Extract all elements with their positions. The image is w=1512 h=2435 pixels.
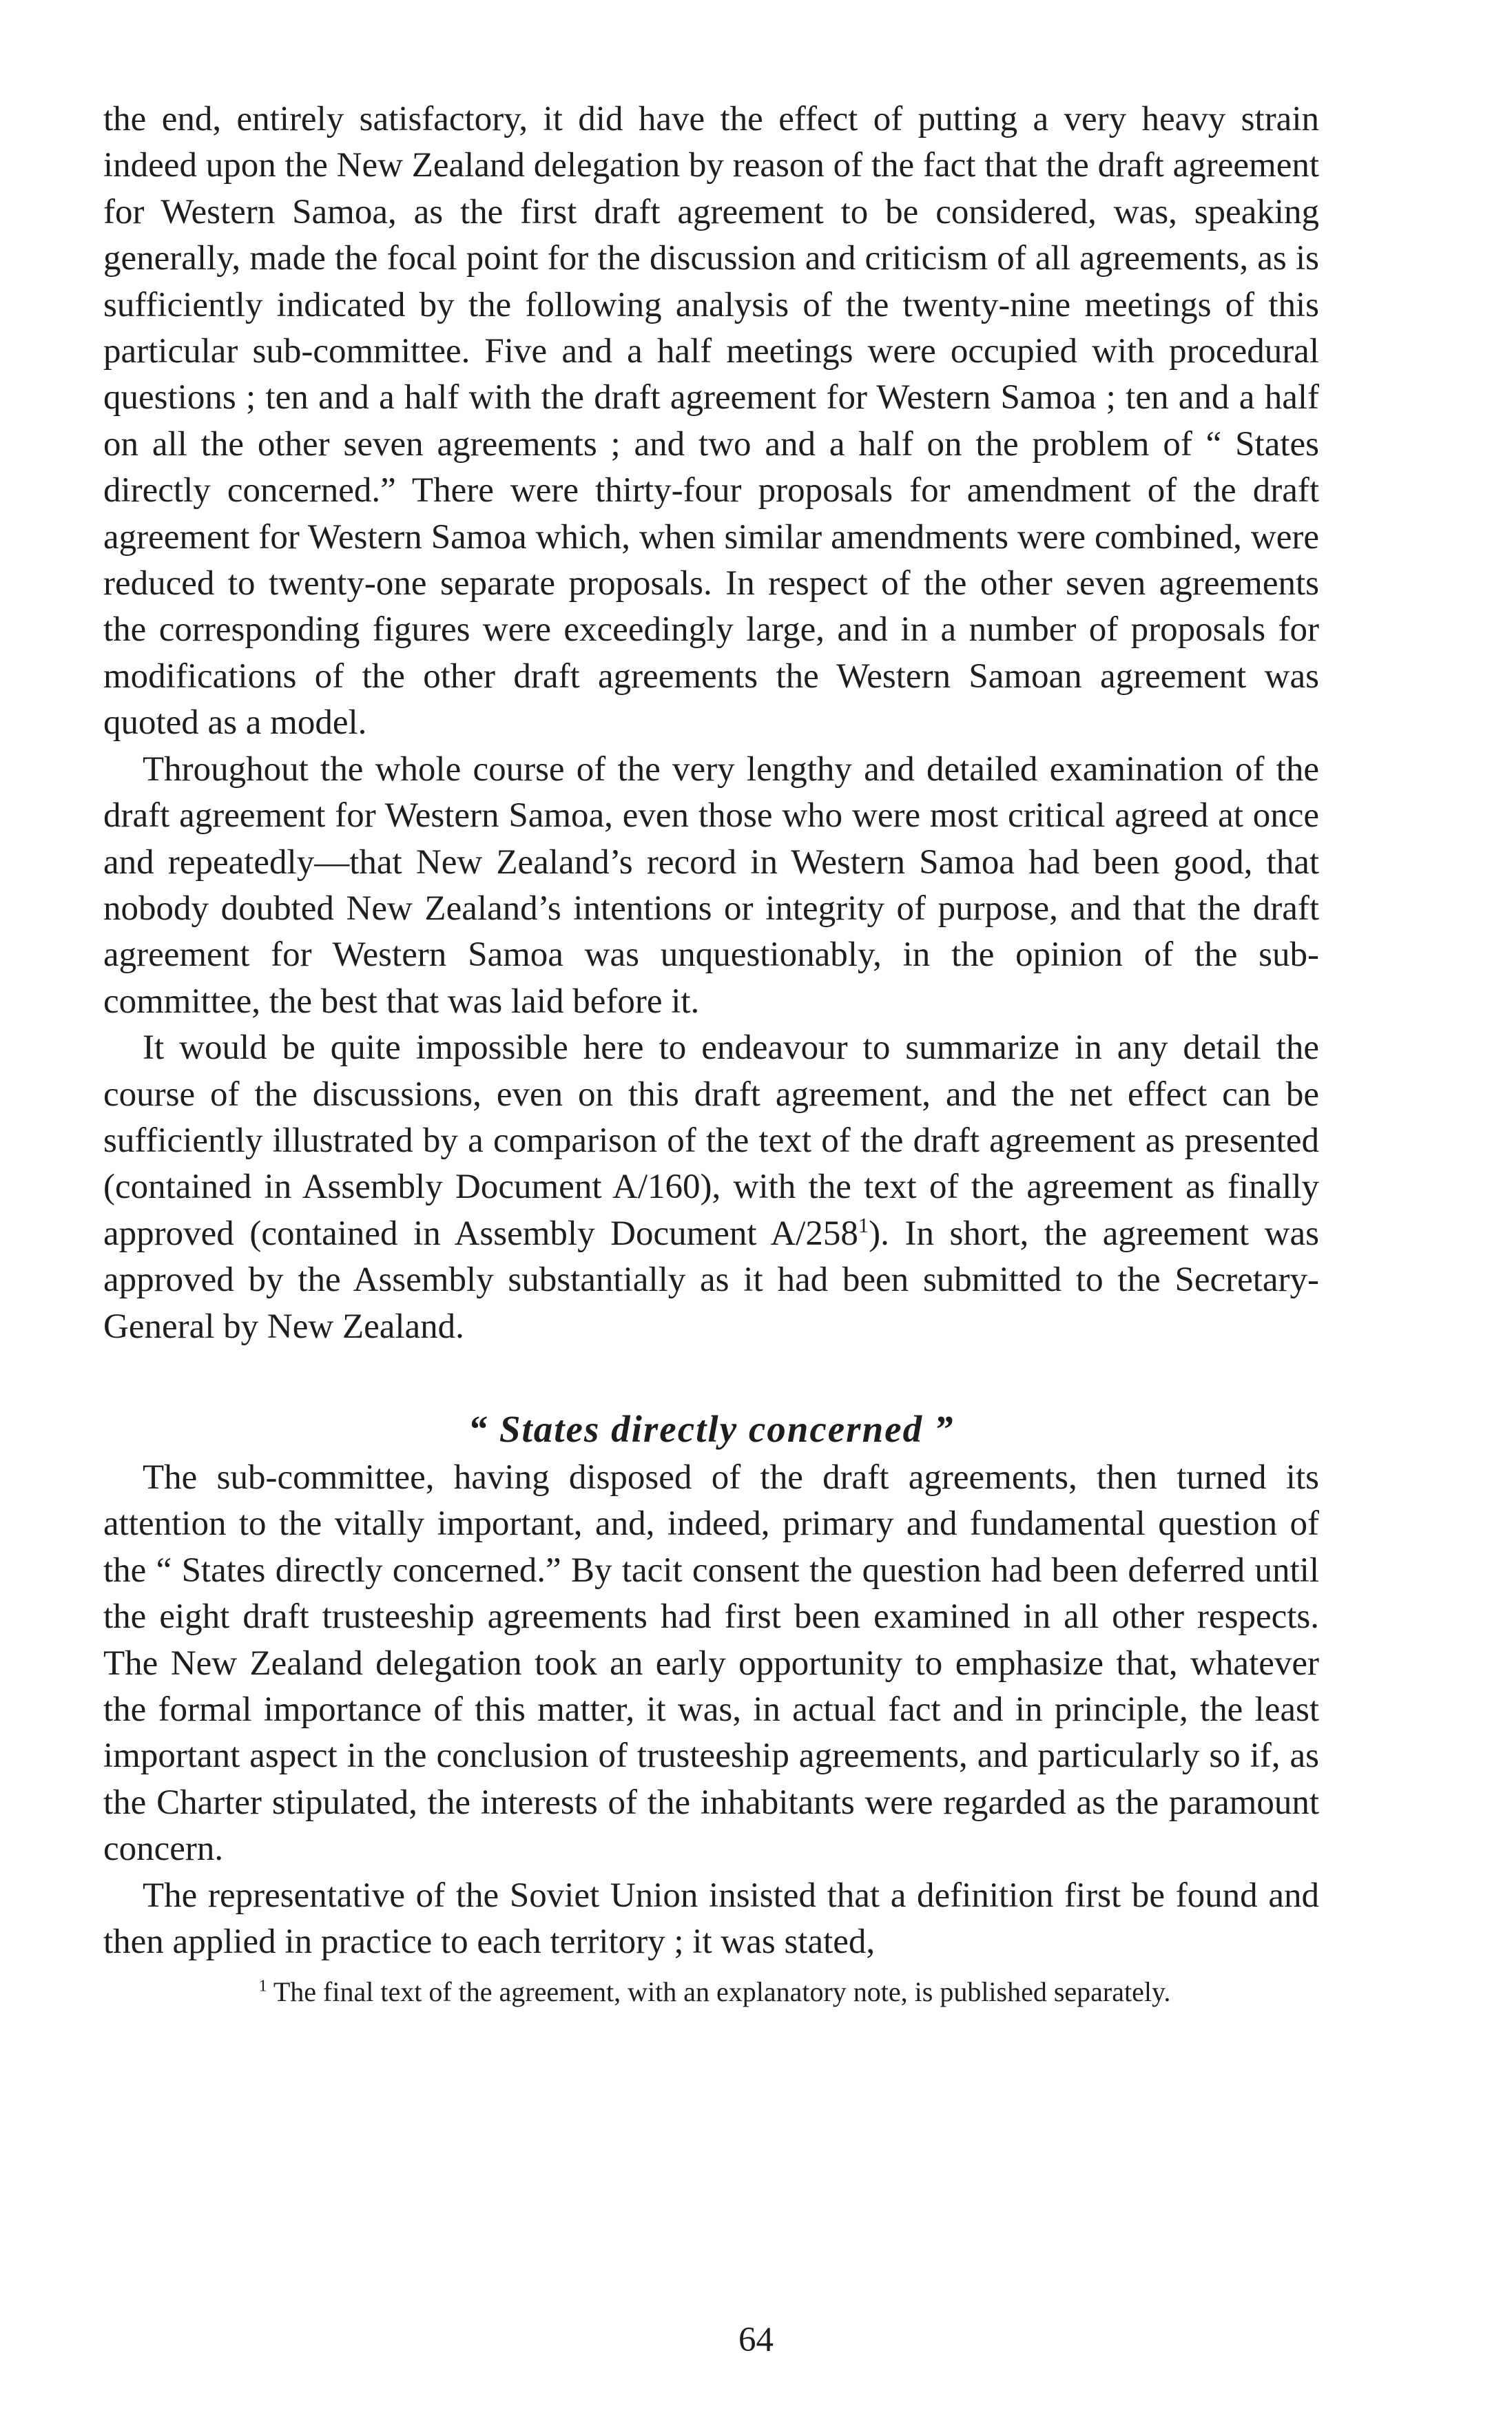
paragraph-5: The representative of the Soviet Union insisted that a definition first be found and then applied in practice to each territory ; it was stated,	[103, 1876, 1319, 1962]
page-number: 64	[738, 2321, 774, 2359]
paragraph-1: the end, entirely satisfactory, it did have the effect of putting a very heavy strain indeed upon the New Zealand delegation by reason of the fact that the draft agreement for Western Samoa, as the first draft agreement to be considered, was, speaking generally, made the focal point for the discussion and criticism of all agreements, as is sufficiently indicated by the following analysis of the twenty-nine meetings of this particular sub-committee. Five and a half meetings were occupied with procedural questions ; ten and a half with the draft agreement for Western Samoa ; ten and a half on all the other seven agreements ; and two and a half on the problem of “ States directly concerned.” There were thirty-four proposals for amendment of the draft agreement for Western Samoa which, when similar amendments were combined, were reduced to twenty-one separate proposals. In respect of the other seven agreements the corresponding figures were exceedingly large, and in a number of proposals for modifications of the other draft agreements the Western Samoan agreement was quoted as a model.	[103, 100, 1319, 743]
footnote-marker: 1	[258, 1978, 267, 1996]
footnote	[103, 1976, 1319, 2008]
paragraph-3-text-a: It would be quite impossible here to endeavour to summarize in any detail the course of the discussions, even on this draft agreement, and the net effect can be sufficiently illustrated by a comparison of the text of the draft agreement as presented (contained in Assembly Document A/160), with the text of the agreement as finally approved (contained in Assembly Document A/258	[103, 1028, 1319, 1253]
paragraph-3	[103, 1025, 1319, 1350]
footnote-text: The final text of the agreement, with an explanatory note, is published separately.	[267, 1976, 1171, 2008]
footnote-reference: 1	[858, 1213, 869, 1237]
section-heading: “ States directly concerned ”	[468, 1407, 955, 1450]
page-body	[103, 96, 1319, 2008]
paragraph-4: The sub-committee, having disposed of the draft agreements, then turned its attention to the vitally important, and, indeed, primary and fundamental question of the “ States directly concerned.” By tacit consent the question had been deferred until the eight draft trusteeship agreements had first been examined in all other respects. The New Zealand delegation took an early opportunity to emphasize that, whatever the formal importance of this matter, it was, in actual fact and in principle, the least important aspect in the conclusion of trusteeship agreements, and particularly so if, as the Charter stipulated, the interests of the inhabitants were regarded as the paramount concern.	[103, 1458, 1319, 1869]
paragraph-3-text-b: ). In short, the agreement was approved by the Assembly substantially as it had been submitted to the Secretary-General by New Zealand.	[103, 1214, 1319, 1346]
paragraph-2: Throughout the whole course of the very lengthy and detailed examination of the draft agreement for Western Samoa, even those who were most critical agreed at once and repeatedly—that New Zealand’s record in Western Samoa had been good, that nobody doubted New Zealand’s intentions or integrity of purpose, and that the draft agreement for Western Samoa was unquestionably, in the opinion of the sub-committee, the best that was laid before it.	[103, 749, 1319, 1021]
